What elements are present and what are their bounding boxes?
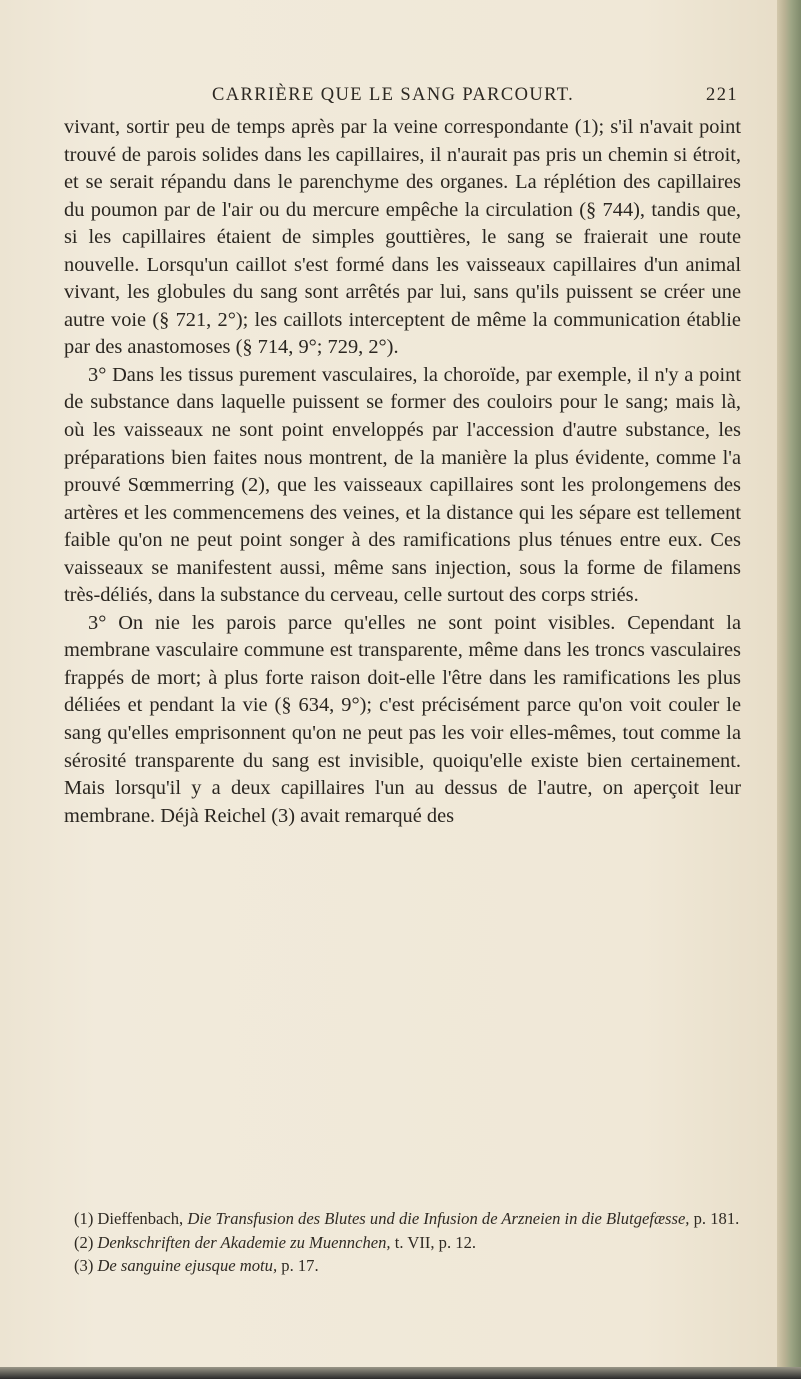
footnote-1-author: Dieffenbach, bbox=[97, 1209, 184, 1228]
footnotes bbox=[64, 1207, 741, 1278]
running-head bbox=[212, 85, 738, 107]
paragraph-2: 3° Dans les tissus purement vasculaires, la choroïde, par exemple, il n'y a point de substance dans laquelle puissent se former des couloirs pour le sang; mais là, où les vaisseaux ne sont point enveloppés par l'accession d'autre substance, les préparations bien faites nous montrent, de la manière la plus évidente, comme l'a prouvé Sœmmerring (2), que les vaisseaux capillaires sont les prolongemens des artères et les commencemens des veines, et la distance qui les sépare est tellement faible qu'on ne peut point songer à des ramifications plus ténues entre eux. Ces vaisseaux se manifestent aussi, même sans injection, sous la forme de filamens très-déliés, dans la substance du cerveau, celle surtout des corps striés. bbox=[64, 363, 741, 607]
running-head-title: CARRIÈRE QUE LE SANG PARCOURT. bbox=[212, 85, 575, 105]
paragraph-1: vivant, sortir peu de temps après par la veine correspondante (1); s'il n'avait point trouvé de parois solides dans les capillaires, il n'aurait pas pris un chemin si étroit, et se serait répandu dans le parenchyme des organes. La réplétion des capillaires du poumon par de l'air ou du mercure empêche la circulation (§ 744), tandis que, si les capillaires étaient de simples gouttières, le sang se fraierait une route nouvelle. Lorsqu'un caillot s'est formé dans les vaisseaux capillaires d'un animal vivant, les globules du sang sont arrêtés par lui, sans qu'ils puissent se créer une autre voie (§ 721, 2°); les caillots interceptent de même la communication établie par des anastomoses (§ 714, 9°; 729, 2°). bbox=[64, 116, 741, 359]
page-edge-right bbox=[777, 0, 801, 1379]
footnote-2-ref: t. VII, p. 12. bbox=[394, 1232, 477, 1252]
footnote-1 bbox=[64, 1207, 741, 1231]
footnote-2-work: Denkschriften der Akademie zu Muennchen, bbox=[97, 1232, 391, 1252]
footnote-3-mark: (3) bbox=[74, 1256, 94, 1275]
footnote-2 bbox=[64, 1231, 741, 1255]
page-edge-bottom bbox=[0, 1367, 801, 1379]
footnote-3-ref: p. 17. bbox=[281, 1256, 319, 1275]
footnote-1-mark: (1) bbox=[74, 1209, 94, 1228]
footnote-3 bbox=[64, 1254, 741, 1278]
footnote-2-mark: (2) bbox=[74, 1232, 94, 1252]
footnote-1-work: Die Transfusion des Blutes und die Infusion de Arzneien in die Blutgefæsse, bbox=[187, 1209, 690, 1228]
page-number: 221 bbox=[706, 85, 738, 105]
body-text bbox=[64, 114, 741, 830]
paragraph-3: 3° On nie les parois parce qu'elles ne sont point visibles. Cependant la membrane vasculaire commune est transparente, même dans les troncs vasculaires frappés de mort; à plus forte raison doit-elle l'être dans les ramifications les plus déliées et pendant la vie (§ 634, 9°); c'est précisément parce qu'on voit couler le sang qu'elles emprisonnent qu'on ne peut pas les voir elles-mêmes, tout comme la sérosité transparente du sang est invisible, quoiqu'elle existe bien certainement. Mais lorsqu'il y a deux capillaires l'un au dessus de l'autre, on aperçoit leur membrane. Déjà Reichel (3) avait remarqué des bbox=[64, 611, 741, 827]
footnote-3-work: De sanguine ejusque motu, bbox=[97, 1256, 278, 1275]
footnote-1-ref: p. 181. bbox=[693, 1209, 740, 1228]
